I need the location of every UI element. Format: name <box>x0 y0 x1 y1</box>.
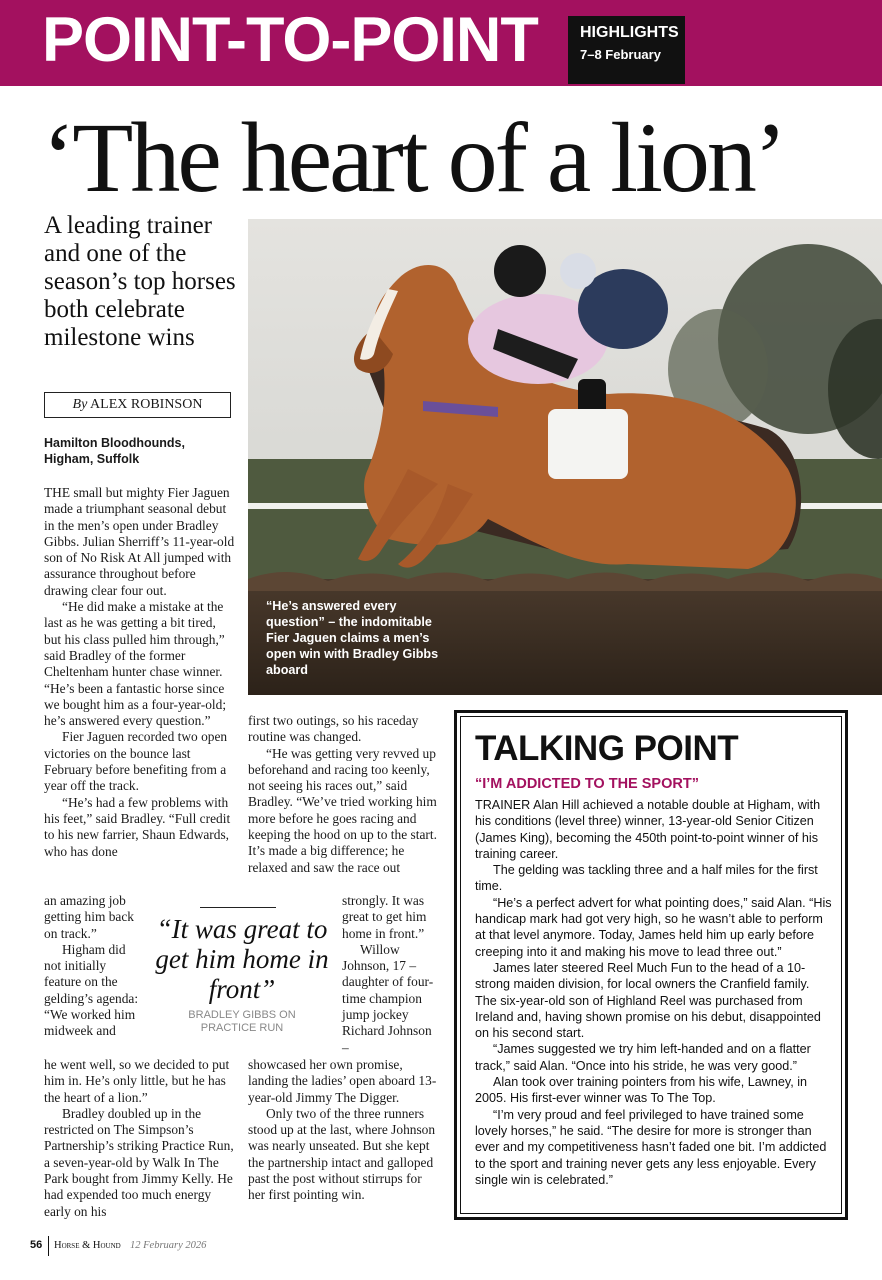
talking-point-box <box>454 710 848 1220</box>
tp-paragraph: “He’s a perfect advert for what pointing does,” said Alan. “His handicap mark had got very high, so he wasn’t able to perform at that level anymore. Today, James held him up early before creeping into it and making his move to lead three out.” <box>475 895 832 959</box>
tp-paragraph: “James suggested we try him left-handed and on a flatter track,” said Alan. “Once into his stride, he was very good.” <box>475 1042 811 1073</box>
talking-point-body <box>475 797 833 1188</box>
body-paragraph: strongly. It was great to get him home in front.” <box>342 893 427 941</box>
pullquote-rule <box>200 907 276 908</box>
headline: ‘The heart of a lion’ <box>42 102 785 213</box>
body-paragraph: “He’s had a few problems with his feet,” said Bradley. “Full credit to his new farrier, Shaun Edwards, who has done <box>44 794 231 859</box>
highlights-dates: 7–8 February <box>580 47 661 62</box>
body-paragraph: he went well, so we decided to put him in. He’s only little, but he has the heart of a lion.” <box>44 1057 230 1105</box>
article-column-1 <box>44 485 235 860</box>
body-paragraph: an amazing job getting him back on track.” <box>44 893 134 941</box>
article-column-1-lower <box>44 1057 235 1220</box>
pullquote: “It was great to get him home in front” <box>155 914 329 1004</box>
folio-divider <box>48 1236 49 1256</box>
tp-paragraph: The gelding was tackling three and a half miles for the first time. <box>475 863 818 894</box>
standfirst: A leading trainer and one of the season’s top horses both celebrate milestone wins <box>44 212 236 351</box>
publication-name: Horse & Hound <box>54 1240 121 1251</box>
section-title: POINT-TO-POINT <box>42 5 538 75</box>
article-column-1-wrap <box>44 893 144 1040</box>
article-column-2 <box>248 713 438 876</box>
body-paragraph: THE small but mighty Fier Jaguen made a triumphant seasonal debut in the men’s open under Bradley Gibbs. Julian Sherriff’s 11-year-old son of No Risk At All jumped with assurance throughout before drawing clear four out. <box>44 485 235 598</box>
tp-paragraph: James later steered Reel Much Fun to the head of a 10-strong maiden division, for local owners the Cranfield family. The six-year-old son of Highland Reel was purchased from Ireland and, having shown promise on his debut, disappointed on his second start. <box>475 960 821 1041</box>
highlights-label: HIGHLIGHTS <box>580 24 679 41</box>
byline-prefix: By <box>72 397 88 412</box>
issue-date: 12 February 2026 <box>130 1240 207 1251</box>
body-paragraph: “He did make a mistake at the last as he was getting a bit tired, but his class pulled him through,” said Bradley of the former Cheltenham hunter chase winner. “He’s been a fantastic horse since we bought him as a four-year-old; he’s answered every question.” <box>44 599 227 729</box>
section-banner <box>0 0 882 86</box>
body-paragraph: Willow Johnson, 17 – daughter of four-time champion jump jockey Richard Johnson – <box>342 941 434 1055</box>
photo-caption: “He’s answered every question” – the indomitable Fier Jaguen claims a men’s open win with Bradley Gibbs aboard <box>266 599 439 677</box>
tp-paragraph: TRAINER Alan Hill achieved a notable double at Higham, with his conditions (level three) winner, 13-year-old Senior Citizen (James King), becoming the 450th point-to-point winner of his training career. <box>475 798 821 861</box>
tp-paragraph: “I’m very proud and feel privileged to have trained some lovely horses,” he said. “The desire for more is stronger than ever and my competitiveness hasn’t faded one bit. I’m addicted to the sport and training never gets any less enjoyable. Every single win is celebrated.” <box>475 1107 827 1187</box>
body-paragraph: Bradley doubled up in the restricted on The Simpson’s Partnership’s striking Practice Run, a seven-year-old by Walk In The Park bought from Jimmy Kelly. He had expended too much energy early on his <box>44 1105 234 1219</box>
pullquote-attribution: BRADLEY GIBBS ON PRACTICE RUN <box>188 1009 296 1034</box>
article-column-2-lower <box>248 1057 438 1204</box>
page-number: 56 <box>30 1239 43 1251</box>
body-paragraph: first two outings, so his raceday routine was changed. <box>248 713 419 745</box>
byline <box>44 392 231 418</box>
highlights-box <box>568 16 685 84</box>
body-paragraph: Only two of the three runners stood up at the last, where Johnson was nearly unseated. But she kept the partnership intact and galloped past the post without stirrups for her first pointing win. <box>248 1105 436 1203</box>
body-paragraph: showcased her own promise, landing the ladies’ open aboard 13-year-old Jimmy The Digger. <box>248 1057 437 1105</box>
talking-point-subtitle: “I’M ADDICTED TO THE SPORT” <box>475 776 699 792</box>
event-location: Hamilton Bloodhounds, Higham, Suffolk <box>44 436 185 466</box>
body-paragraph: Fier Jaguen recorded two open victories on the bounce last February before benefiting from a year off the track. <box>44 729 228 794</box>
body-paragraph: Higham did not initially feature on the gelding’s agenda: “We worked him midweek and <box>44 941 139 1039</box>
byline-author: ALEX ROBINSON <box>90 397 203 412</box>
talking-point-title: TALKING POINT <box>475 729 739 768</box>
body-paragraph: “He was getting very revved up beforehand and racing too keenly, not seeing his races out,” said Bradley. “We’ve tried working him more before he goes racing and keeping the hood on up to the start. It’s made a big difference; he relaxed and saw the race out <box>248 745 437 875</box>
tp-paragraph: Alan took over training pointers from his wife, Lawney, in 2005. His first-ever winner was To The Top. <box>475 1075 808 1106</box>
talking-point-inner <box>460 716 842 1214</box>
article-column-2-wrap <box>342 893 438 1056</box>
